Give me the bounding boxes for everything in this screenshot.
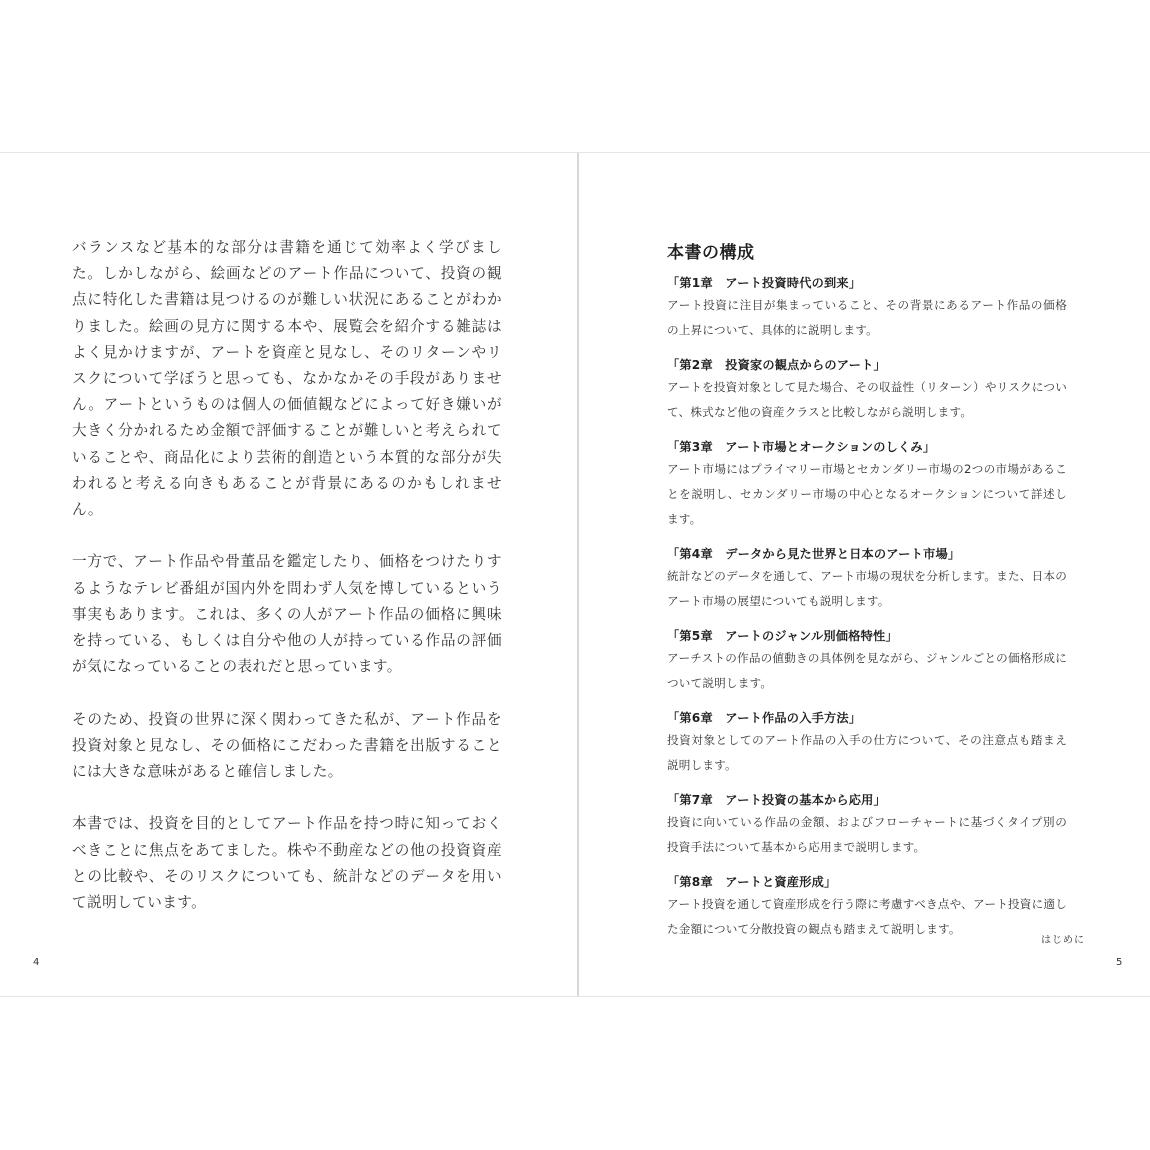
chapter-title: 「第4章 データから見た世界と日本のアート市場」 [667, 547, 961, 561]
chapter-description: アートを投資対象として見た場合、その収益性（リターン）やリスクについて、株式など他の資産クラスと比較しながら説明します。 [667, 380, 1067, 419]
chapter-item [667, 437, 1067, 532]
book-spread [0, 152, 1150, 997]
body-paragraph: 一方で、アート作品や骨董品を鑑定したり、価格をつけたりするようなテレビ番組が国内外を問わず人気を博しているという事実もあります。これは、多くの人がアート作品の価格に興味を持っている、もしくは自分や他の人が持っている作品の評価が気になっていることの表れだと思っています。 [72, 553, 502, 676]
chapter-description: アート投資を通して資産形成を行う際に考慮すべき点や、アート投資に適した金額について分散投資の観点も踏まえて説明します。 [667, 897, 1067, 936]
chapter-title: 「第7章 アート投資の基本から応用」 [667, 793, 886, 807]
body-paragraph: 本書では、投資を目的としてアート作品を持つ時に知っておくべきことに焦点をあてました。株や不動産などの他の投資資産との比較や、そのリスクについても、統計などのデータを用いて説明しています。 [72, 815, 502, 912]
chapter-description: アート投資に注目が集まっていること、その背景にあるアート作品の価格の上昇について、具体的に説明します。 [667, 298, 1067, 337]
chapter-title: 「第6章 アート作品の入手方法」 [667, 711, 862, 725]
chapter-list [667, 273, 1067, 954]
right-page [579, 153, 1150, 996]
chapter-item [667, 544, 1067, 614]
left-page-body [72, 235, 502, 916]
page-number-right: 5 [1116, 957, 1123, 968]
chapter-item [667, 626, 1067, 696]
chapter-title: 「第3章 アート市場とオークションのしくみ」 [667, 440, 936, 454]
chapter-title: 「第1章 アート投資時代の到来」 [667, 276, 862, 290]
chapter-description: アーチストの作品の値動きの具体例を見ながら、ジャンルごとの価格形成について説明します。 [667, 651, 1067, 690]
left-page [0, 153, 577, 996]
chapter-item [667, 790, 1067, 860]
chapter-title: 「第8章 アートと資産形成」 [667, 875, 837, 889]
chapter-description: 投資に向いている作品の金額、およびフローチャートに基づくタイプ別の投資手法について基本から応用まで説明します。 [667, 815, 1067, 854]
chapter-title: 「第2章 投資家の観点からのアート」 [667, 358, 886, 372]
chapter-item [667, 355, 1067, 425]
chapter-description: アート市場にはプライマリー市場とセカンダリー市場の2つの市場があることを説明し、セカンダリー市場の中心となるオークションについて詳述します。 [667, 462, 1067, 526]
chapter-item [667, 273, 1067, 343]
chapter-item [667, 872, 1067, 942]
body-paragraph: バランスなど基本的な部分は書籍を通じて効率よく学びました。しかしながら、絵画などのアート作品について、投資の観点に特化した書籍は見つけるのが難しい状況にあることがわかりました。絵画の見方に関する本や、展覧会を紹介する雑誌はよく見かけますが、アートを資産と見なし、そのリターンやリスクについて学ぼうと思っても、なかなかその手段がありません。アートというものは個人の価値観などによって好き嫌いが大きく分かれるため金額で評価することが難しいと考えられていることや、商品化により芸術的創造という本質的な部分が失われると考える向きもあることが背景にあるのかもしれません。 [72, 239, 502, 519]
section-title: 本書の構成 [667, 243, 755, 263]
body-paragraph: そのため、投資の世界に深く関わってきた私が、アート作品を投資対象と見なし、その価格にこだわった書籍を出版することには大きな意味があると確信しました。 [72, 710, 502, 781]
chapter-title: 「第5章 アートのジャンル別価格特性」 [667, 629, 898, 643]
page-number-left: 4 [33, 957, 40, 968]
chapter-item [667, 708, 1067, 778]
running-head: はじめに [1041, 935, 1085, 946]
chapter-description: 投資対象としてのアート作品の入手の仕方について、その注意点も踏まえ説明します。 [667, 733, 1067, 772]
chapter-description: 統計などのデータを通して、アート市場の現状を分析します。また、日本のアート市場の展望についても説明します。 [667, 569, 1067, 608]
